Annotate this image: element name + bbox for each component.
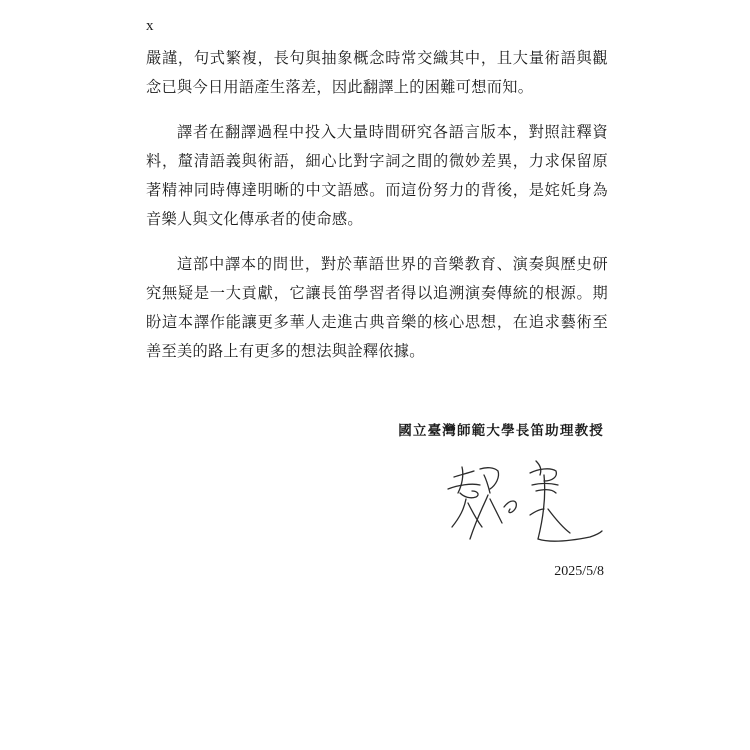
author-affiliation: 國立臺灣師範大學長笛助理教授 (398, 423, 604, 439)
signature-date: 2025/5/8 (554, 564, 604, 579)
paragraph-2: 譯者在翻譯過程中投入大量時間研究各語言版本，對照註釋資料，釐清語義與術語，細心比對字詞之間的微妙差異，力求保留原著精神同時傳達明晰的中文語感。而這份努力的背後，是姹奼身為音樂人與文化傳承者的使命感。 (146, 123, 608, 228)
handwritten-signature (440, 455, 605, 555)
paragraph-1: 嚴謹，句式繁複，長句與抽象概念時常交織其中，且大量術語與觀念已與今日用語產生落差，因此翻譯上的困難可想而知。 (146, 49, 608, 96)
paragraph-3: 這部中譯本的問世，對於華語世界的音樂教育、演奏與歷史研究無疑是一大貢獻，它讓長笛學習者得以追溯演奏傳統的根源。期盼這本譯作能讓更多華人走進古典音樂的核心思想，在追求藝術至善至美的路上有更多的想法與詮釋依據。 (146, 255, 608, 360)
page-number: x (146, 18, 154, 34)
body-text (146, 44, 608, 382)
signature-block (398, 420, 604, 442)
